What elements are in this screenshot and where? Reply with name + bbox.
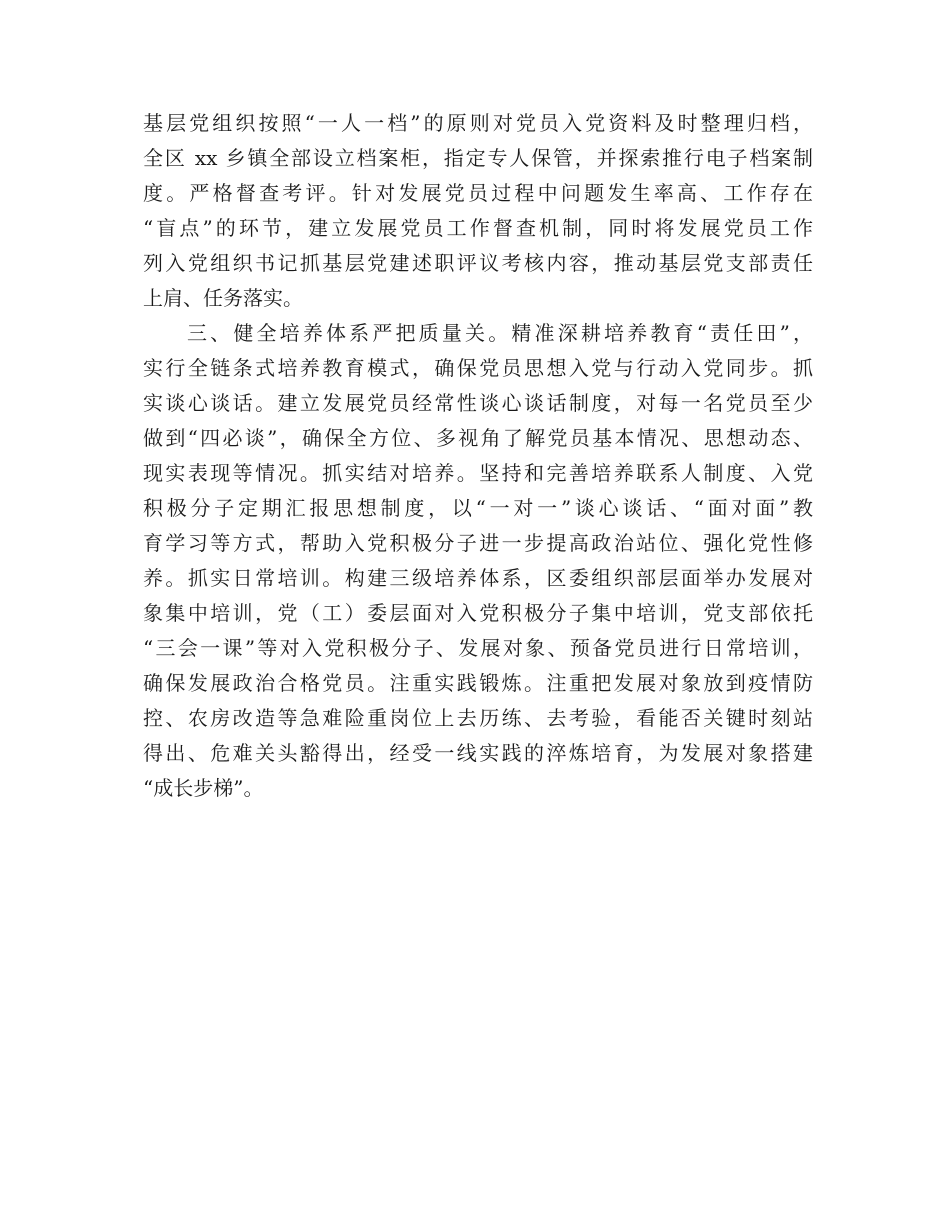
text-line: 育学习等方式，帮助入党积极分子进一步提高政治站位、强化党性修 xyxy=(143,531,813,555)
text-line: 实谈心谈话。建立发展党员经常性谈心谈话制度，对每一名党员至少 xyxy=(143,391,813,415)
text-line: 积极分子定期汇报思想制度，以“一对一”谈心谈话、“面对面”教 xyxy=(143,496,813,520)
text-line: 全区 xx 乡镇全部设立档案柜，指定专人保管，并探索推行电子档案制 xyxy=(143,146,813,170)
paragraph-training-system xyxy=(143,316,813,806)
text-line: 列入党组织书记抓基层党建述职评议考核内容，推动基层党支部责任 xyxy=(143,251,813,275)
paragraph-archive-management xyxy=(143,106,813,316)
text-line: 控、农房改造等急难险重岗位上去历练、去考验，看能否关键时刻站 xyxy=(143,706,813,730)
text-line: 做到“四必谈”，确保全方位、多视角了解党员基本情况、思想动态、 xyxy=(143,426,813,450)
text-line: 度。严格督查考评。针对发展党员过程中问题发生率高、工作存在 xyxy=(143,181,813,205)
text-line: “成长步梯”。 xyxy=(143,776,264,800)
document-body xyxy=(143,106,813,806)
text-line: 上肩、任务落实。 xyxy=(143,286,303,310)
text-line: “三会一课”等对入党积极分子、发展对象、预备党员进行日常培训， xyxy=(143,636,813,660)
text-line: 得出、危难关头豁得出，经受一线实践的淬炼培育，为发展对象搭建 xyxy=(143,741,813,765)
text-line: 实行全链条式培养教育模式，确保党员思想入党与行动入党同步。抓 xyxy=(143,356,813,380)
text-line: “盲点”的环节，建立发展党员工作督查机制，同时将发展党员工作 xyxy=(143,216,813,240)
text-line: 现实表现等情况。抓实结对培养。坚持和完善培养联系人制度、入党 xyxy=(143,461,813,485)
text-line: 基层党组织按照“一人一档”的原则对党员入党资料及时整理归档， xyxy=(143,111,813,135)
text-line: 象集中培训，党（工）委层面对入党积极分子集中培训，党支部依托 xyxy=(143,601,813,625)
text-line: 确保发展政治合格党员。注重实践锻炼。注重把发展对象放到疫情防 xyxy=(143,671,813,695)
text-line: 养。抓实日常培训。构建三级培养体系，区委组织部层面举办发展对 xyxy=(143,566,813,590)
text-line: 三、健全培养体系严把质量关。精准深耕培养教育“责任田”， xyxy=(187,321,813,345)
